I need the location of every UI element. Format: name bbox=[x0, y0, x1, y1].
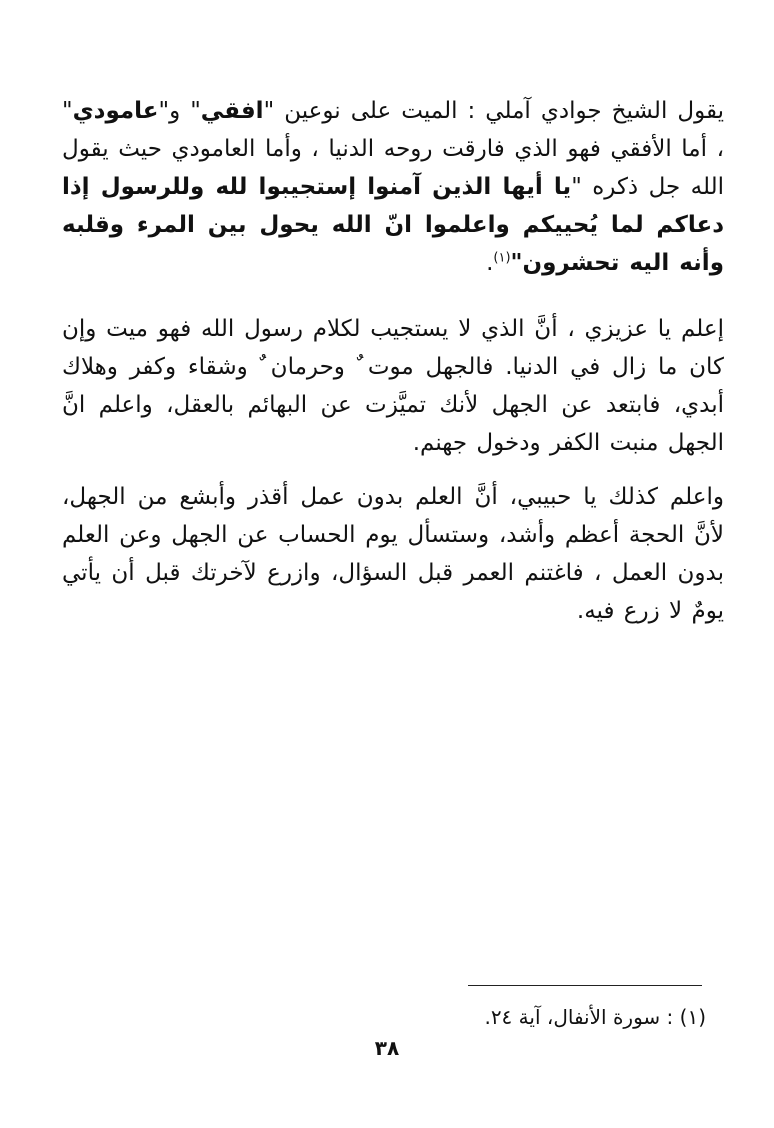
p1-quran-quote: يا أيها الذين آمنوا إستجيبوا لله وللرسول إذا دعاكم لما يُحييكم واعلموا انّ الله يحول بين المرء وقلبه وأنه اليه تحشرون bbox=[62, 174, 724, 276]
p1-explanation: " ، أما الأفقي فهو الذي فارقت روحه الدنيا ، وأما العامودي حيث يقول الله جل ذكره " bbox=[62, 98, 724, 200]
paragraph-1 bbox=[62, 92, 724, 282]
p1-end: . bbox=[486, 250, 494, 276]
page-number: ٣٨ bbox=[374, 1036, 400, 1060]
footnote-reference: (١) bbox=[493, 250, 511, 266]
footnote: (١) : سورة الأنفال، آية ٢٤. bbox=[484, 1005, 706, 1029]
p1-term-vertical: عامودي bbox=[72, 98, 159, 124]
paragraph-2: إعلم يا عزيزي ، أنَّ الذي لا يستجيب لكلام رسول الله فهو ميت وإن كان ما زال في الدنيا. فالجهل موت ٌ وحرمان ٌ وشقاء وكفر وهلاك أبدي، فابتعد عن الجهل لأنك تميَّزت عن البهائم بالعقل، واعلم انَّ الجهل منبت الكفر ودخول جهنم. bbox=[62, 316, 724, 456]
p1-term-horizontal: افقي bbox=[200, 98, 264, 124]
footnote-divider bbox=[468, 985, 702, 986]
p1-intro: يقول الشيخ جوادي آملي : الميت على نوعين " bbox=[263, 98, 725, 124]
paragraph-3: واعلم كذلك يا حبيبي، أنَّ العلم بدون عمل أقذر وأبشع من الجهل، لأنَّ الحجة أعظم وأشد، وستسأل يوم الحساب عن الجهل وعن العلم بدون العمل ، فاغتنم العمر قبل السؤال، وازرع لآخرتك قبل أن يأتي يومٌ لا زرع فيه. bbox=[62, 484, 724, 624]
p1-quote-close: " bbox=[510, 250, 523, 276]
p1-connector: " و" bbox=[158, 98, 201, 124]
